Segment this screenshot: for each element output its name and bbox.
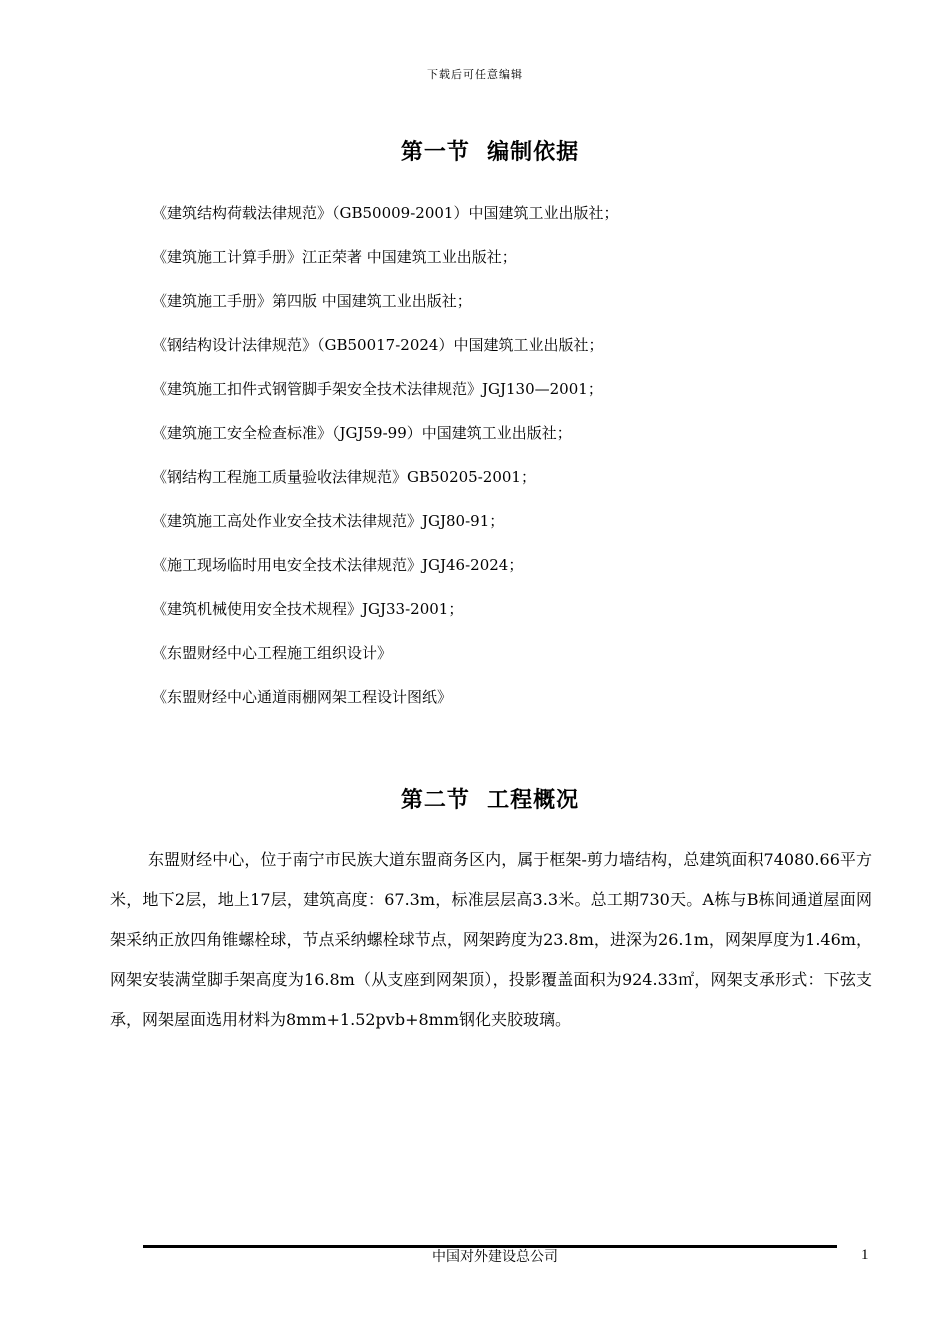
reference-item: 《东盟财经中心工程施工组织设计》 (152, 644, 393, 662)
reference-list (152, 198, 618, 726)
reference-item: 《建筑施工安全检查标准》（JGJ59-99）中国建筑工业出版社； (152, 424, 572, 442)
reference-item: 《建筑结构荷载法律规范》（GB50009-2001）中国建筑工业出版社； (152, 204, 619, 222)
reference-item: 《建筑施工手册》第四版 中国建筑工业出版社； (152, 292, 472, 310)
page-number: 1 (861, 1247, 869, 1263)
section-2-title: 第二节 工程概况 (400, 788, 580, 813)
project-overview-paragraph: 东盟财经中心，位于南宁市民族大道东盟商务区内，属于框架-剪力墙结构，总建筑面积74080.66平方米，地下2层，地上17层，建筑高度：67.3m，标准层层高3.3米。总工期730天。A栋与B栋间通道屋面网架采纳正放四角锥螺栓球，节点采纳螺栓球节点，网架跨度为23.8m，进深为26.1m，网架厚度为1.46m，网架安装满堂脚手架高度为16.8m（从支座到网架顶），投影覆盖面积为924.33㎡，网架支承形式：下弦支承，网架屋面选用材料为8mm+1.52pvb+8mm钢化夹胶玻璃。 (110, 850, 872, 1029)
download-note: 下载后可任意编辑 (427, 68, 523, 81)
reference-item: 《建筑机械使用安全技术规程》JGJ33-2001； (152, 600, 464, 618)
reference-item: 《建筑施工扣件式钢管脚手架安全技术法律规范》JGJ130—2001； (152, 380, 603, 398)
footer-company-name: 中国对外建设总公司 (432, 1249, 558, 1265)
reference-item: 《钢结构工程施工质量验收法律规范》GB50205-2001； (152, 468, 536, 486)
reference-item: 《建筑施工计算手册》江正荣著 中国建筑工业出版社； (152, 248, 517, 266)
reference-item: 《钢结构设计法律规范》（GB50017-2024）中国建筑工业出版社； (152, 336, 604, 354)
reference-item: 《东盟财经中心通道雨棚网架工程设计图纸》 (152, 688, 453, 706)
reference-item: 《施工现场临时用电安全技术法律规范》JGJ46-2024； (152, 556, 524, 574)
reference-item: 《建筑施工高处作业安全技术法律规范》JGJ80-91； (152, 512, 505, 530)
section-1-title: 第一节 编制依据 (400, 140, 580, 165)
